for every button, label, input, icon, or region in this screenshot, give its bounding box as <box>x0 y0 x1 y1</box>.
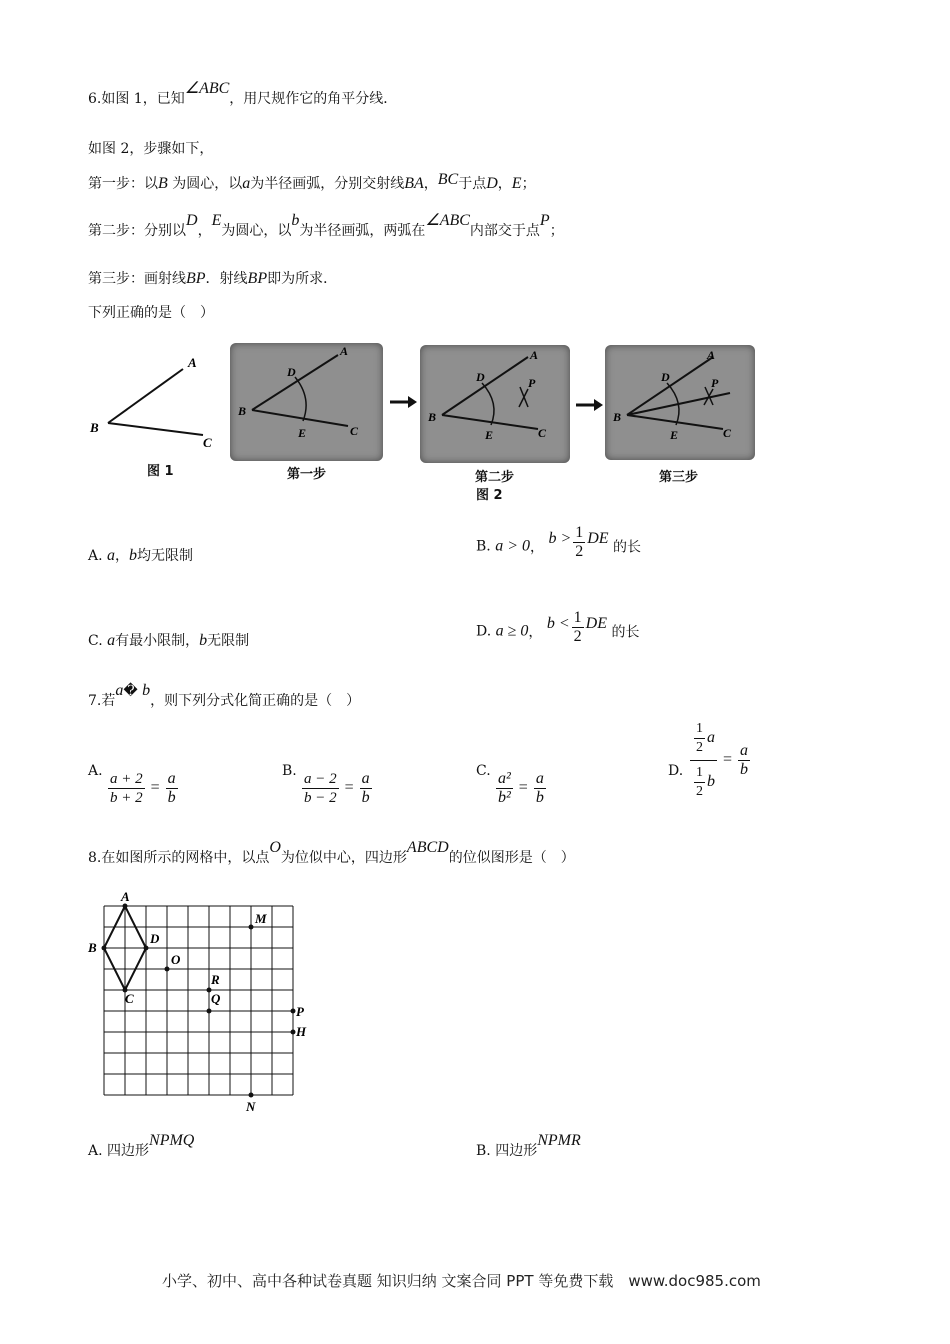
q7-option-b-expr <box>300 770 374 807</box>
option-letter: A. <box>88 548 103 564</box>
label-A: A <box>188 355 197 370</box>
numerator: a <box>167 770 176 787</box>
step3-text-b: ．射线 <box>205 271 248 287</box>
denominator: b <box>535 789 544 806</box>
grid-figure <box>82 885 322 1117</box>
step1-drawing <box>230 343 383 461</box>
denominator: b <box>361 789 370 806</box>
denominator <box>690 761 717 801</box>
label-C: C <box>723 426 732 440</box>
numerator: a <box>740 742 749 759</box>
comma: ， <box>528 624 543 641</box>
numerator <box>690 720 717 761</box>
option-text: 均无限制 <box>137 548 194 564</box>
missing-glyph: � <box>123 683 138 699</box>
option-letter: A. <box>88 1143 103 1159</box>
denominator: 2 <box>573 628 582 645</box>
label-A: A <box>340 344 349 358</box>
ray-BC <box>442 415 538 429</box>
q6-option-c[interactable] <box>88 630 249 650</box>
q6-option-b[interactable] <box>476 524 642 565</box>
var-b: b <box>142 682 151 699</box>
equals: = <box>518 779 528 797</box>
var-DE: DE <box>587 529 609 547</box>
step1-text-d: 于点 <box>458 176 487 192</box>
var-b: b <box>291 212 300 229</box>
q6-step3 <box>88 268 337 288</box>
label-M: M <box>255 911 267 926</box>
numerator: a + 2 <box>110 771 143 787</box>
step1-caption: 第一步 <box>287 467 327 482</box>
fraction <box>534 770 546 807</box>
denominator: b <box>740 761 749 778</box>
fraction <box>108 770 145 807</box>
condition-b: b < <box>546 614 570 632</box>
q6-option-d[interactable] <box>476 609 640 650</box>
condition-a: a > 0 <box>495 537 530 555</box>
arrow-right-icon <box>574 398 604 412</box>
label-P: P <box>528 376 536 390</box>
numerator: a <box>361 770 370 787</box>
option-text: 的长 <box>613 539 642 556</box>
condition-b: b > <box>548 529 572 547</box>
q6-step2 <box>88 212 564 240</box>
label-A: A <box>530 348 539 362</box>
numerator: 1 <box>694 720 705 739</box>
label-P: P <box>296 1004 304 1019</box>
label-B: B <box>90 420 99 435</box>
var-ABCD: ABCD <box>406 839 449 856</box>
denominator: b <box>167 789 176 806</box>
label-Q: Q <box>211 991 221 1006</box>
var-b: b <box>129 547 138 564</box>
var-E: E <box>211 212 222 229</box>
ray-BC <box>108 423 203 435</box>
label-C: C <box>350 424 359 438</box>
label-C: C <box>125 991 134 1006</box>
q7-stem <box>88 682 361 710</box>
step3-caption: 第三步 <box>659 470 699 485</box>
numerator: a <box>535 770 544 787</box>
label-C: C <box>203 435 212 450</box>
fraction <box>360 770 372 807</box>
numerator: a − 2 <box>304 771 337 787</box>
option-text: 无限制 <box>207 633 250 649</box>
comma: ， <box>423 176 438 192</box>
equals: = <box>150 779 160 797</box>
q6-ask: 下列正确的是（ ） <box>88 305 214 321</box>
var-B: B <box>158 175 168 192</box>
var-a: a <box>107 547 116 564</box>
var-a: a <box>242 175 251 192</box>
label-N: N <box>246 1099 256 1114</box>
option-letter: B. <box>476 1143 491 1159</box>
step1-figure <box>230 343 383 461</box>
step2-drawing <box>420 345 570 463</box>
comma: ， <box>115 548 130 564</box>
q7-option-a[interactable] <box>88 763 103 779</box>
label-B: B <box>88 940 97 955</box>
fig2-caption: 图 2 <box>476 488 503 503</box>
footer-banner: 小学、初中、高中各种试卷真题 知识归纳 文案合同 PPT 等免费下载 www.doc985.com <box>162 1272 761 1290</box>
step2-label: 第二步：分别以 <box>88 223 186 239</box>
step1-text-c: 为半径画弧，分别交射线 <box>250 176 405 192</box>
denominator: 2 <box>575 543 584 560</box>
var-BC: BC <box>437 171 459 188</box>
label-D: D <box>661 370 670 384</box>
label-H: H <box>296 1024 307 1039</box>
step2-text-b: 为圆心，以 <box>221 223 292 239</box>
var-E: E <box>511 175 522 192</box>
comma: ， <box>197 223 212 239</box>
var-DE: DE <box>585 614 607 632</box>
q7-intro: 7.若 <box>88 693 116 709</box>
option-text: 四边形 <box>495 1143 538 1159</box>
label-B: B <box>238 404 247 418</box>
q7-option-c[interactable] <box>476 763 491 779</box>
ray-BC <box>252 410 348 426</box>
step3-drawing <box>605 345 755 460</box>
q6-intro: 6.如图 1，已知 <box>88 91 185 107</box>
option-letter: D. <box>668 763 684 779</box>
var-a: a <box>707 729 715 747</box>
label-E: E <box>298 426 307 440</box>
q7-option-c-expr <box>494 770 548 807</box>
label-D: D <box>476 370 485 384</box>
step1-label: 第一步：以 <box>88 176 158 192</box>
var-b: b <box>199 632 208 649</box>
arc-DE <box>295 377 306 421</box>
numerator: a² <box>498 770 511 787</box>
condition-a: a ≥ 0 <box>495 622 529 640</box>
q6-line2: 如图 2，步骤如下， <box>88 141 214 157</box>
q7-task: ，则下列分式化简正确的是（ ） <box>150 693 361 709</box>
option-letter: C. <box>88 633 103 649</box>
step1-text-b: 为圆心，以 <box>172 176 243 192</box>
ray-BA <box>108 369 183 423</box>
numerator: 1 <box>575 524 584 541</box>
q6-option-a[interactable] <box>88 545 193 565</box>
intersecting-arcs <box>519 387 528 407</box>
var-NPMR: NPMR <box>537 1132 581 1149</box>
label-R: R <box>211 972 220 987</box>
var-O: O <box>269 839 281 856</box>
q7-option-d[interactable] <box>668 763 683 779</box>
label-B: B <box>613 410 622 424</box>
arrow-right-icon <box>388 395 418 409</box>
equals: = <box>723 751 733 769</box>
label-A: A <box>121 889 130 904</box>
label-B: B <box>428 410 437 424</box>
q6-task: ，用尺规作它的角平分线． <box>229 91 398 107</box>
label-E: E <box>485 428 494 442</box>
step3-text-c: 即为所求． <box>267 271 338 287</box>
q8-option-b[interactable] <box>476 1132 581 1160</box>
fraction <box>166 770 178 807</box>
equals: = <box>344 779 354 797</box>
var-a: a <box>115 682 124 699</box>
label-A: A <box>707 348 716 362</box>
denominator: b² <box>498 789 511 806</box>
label-P: P <box>711 376 719 390</box>
option-text: 的长 <box>611 624 640 641</box>
q8-stem <box>88 839 575 867</box>
fraction-half <box>572 609 584 646</box>
step3-label: 第三步：画射线 <box>88 271 186 287</box>
var-BP: BP <box>186 270 206 287</box>
q7-option-b[interactable] <box>282 763 297 779</box>
ray-BC <box>627 415 723 429</box>
var-b: b <box>707 773 715 791</box>
var-a: a <box>107 632 116 649</box>
label-D: D <box>287 365 296 379</box>
angle-abc: ∠ABC <box>425 212 470 229</box>
denominator: b + 2 <box>110 790 143 806</box>
var-D: D <box>486 175 498 192</box>
q6-line1 <box>88 80 398 108</box>
semicolon: ； <box>549 223 564 239</box>
fraction-half <box>573 524 585 561</box>
option-letter: A. <box>88 763 103 779</box>
option-text: 有最小限制， <box>115 633 200 649</box>
denominator: 2 <box>696 740 703 755</box>
numerator: 1 <box>694 764 705 783</box>
label-E: E <box>670 428 679 442</box>
denominator: 2 <box>696 784 703 799</box>
var-D: D <box>186 212 198 229</box>
numerator: 1 <box>573 609 582 626</box>
q7-option-a-expr <box>106 770 180 807</box>
var-NPMQ: NPMQ <box>149 1132 195 1149</box>
option-letter: C. <box>476 763 491 779</box>
step3-figure <box>605 345 755 460</box>
step2-figure <box>420 345 570 463</box>
option-letter: B. <box>476 538 491 555</box>
q8-intro: 8.在如图所示的网格中，以点 <box>88 850 270 866</box>
step2-text-d: 内部交于点 <box>469 223 540 239</box>
option-letter: D. <box>476 623 492 640</box>
q6-step1: 第一步：以B 为圆心，以a为半径画弧，分别交射线BA，BC于点D，E； <box>88 171 536 192</box>
denominator: b − 2 <box>304 790 337 806</box>
arc-DE <box>482 383 494 425</box>
var-BA: BA <box>404 175 424 192</box>
q7-option-d-expr <box>688 720 752 801</box>
option-letter: B. <box>282 763 297 779</box>
q8-option-a[interactable] <box>88 1132 195 1160</box>
q8-task: 的位似图形是（ ） <box>448 850 575 866</box>
step2-caption: 第二步 <box>475 470 515 485</box>
label-O: O <box>171 952 181 967</box>
ray-BA <box>252 355 338 410</box>
var-BP: BP <box>247 270 268 287</box>
comma: ， <box>530 539 544 556</box>
q8-text-mid: 为位似中心，四边形 <box>280 850 407 866</box>
step2-text-c: 为半径画弧，两弧在 <box>299 223 426 239</box>
fraction <box>302 770 339 807</box>
angle-abc: ∠ABC <box>184 80 230 97</box>
fig1-caption: 图 1 <box>147 464 174 479</box>
compound-fraction <box>690 720 717 801</box>
fraction-half <box>694 720 705 757</box>
label-C: C <box>538 426 547 440</box>
fraction <box>738 742 750 779</box>
option-text: 四边形 <box>107 1143 150 1159</box>
fraction <box>496 770 513 807</box>
var-P: P <box>539 212 550 229</box>
fraction-half <box>694 764 705 801</box>
label-D: D <box>150 931 160 946</box>
semicolon: ； <box>521 176 536 192</box>
